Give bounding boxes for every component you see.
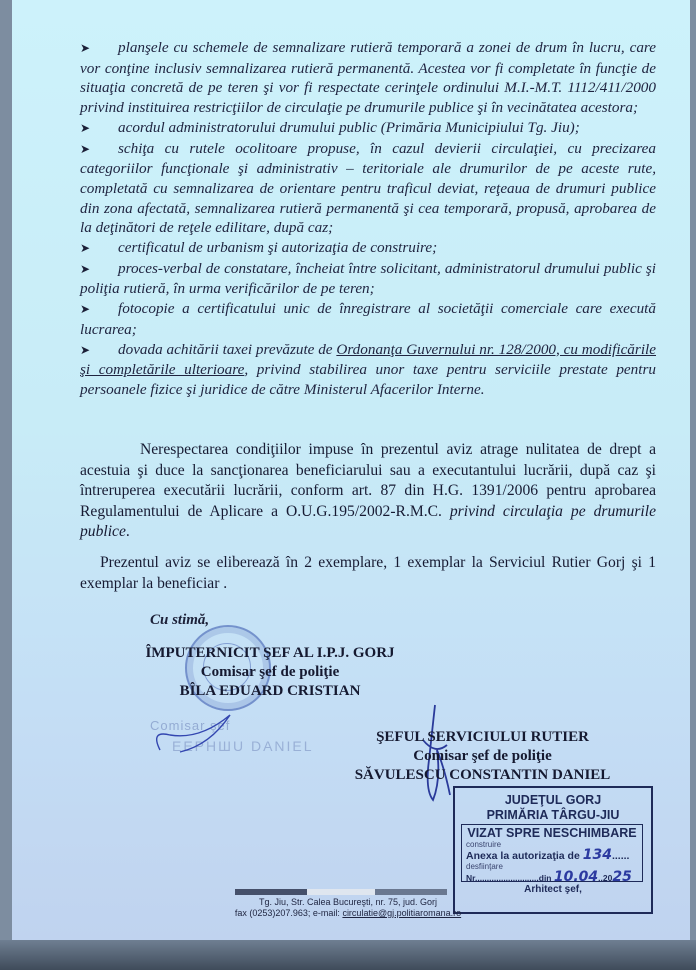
- signatory-name: SĂVULESCU CONSTANTIN DANIEL: [354, 767, 611, 783]
- footer: [228, 897, 468, 919]
- town-hall-approval-stamp: [453, 786, 653, 914]
- arrow-bullet-icon: ➤: [80, 41, 91, 55]
- page-edge-shadow: [0, 940, 696, 970]
- stamp-desfiintare-label: desfiinţare: [466, 862, 503, 871]
- closing-salutation: Cu stimă,: [150, 612, 210, 628]
- list-item-text: certificatul de urbanism şi autorizaţia de construire;: [118, 239, 438, 257]
- footer-contact: [228, 908, 468, 919]
- arrow-bullet-icon: ➤: [80, 302, 91, 317]
- arrow-bullet-icon: ➤: [80, 120, 91, 135]
- list-item-text: dovada achitării taxei prevăzute de: [118, 340, 337, 358]
- footer-address: Tg. Jiu, Str. Calea Bucureşti, nr. 75, jud. Gorj: [258, 897, 438, 907]
- nullity-paragraph: [80, 440, 656, 543]
- requirements-list: [80, 38, 656, 400]
- arrow-bullet-icon: ➤: [80, 342, 91, 357]
- paragraph-text: Prezentul aviz se eliberează în 2 exemplare, 1 exemplar la Serviciul Rutier Gorj şi 1 exemplar la beneficiar .: [80, 554, 656, 592]
- stamp-year: 25: [612, 869, 632, 885]
- ordinance-reference: Ordonanţa Guvernului nr. 128/2000, cu modificările şi completările ulterioare: [80, 340, 656, 379]
- footer-email-link[interactable]: circulatie@gj.politiaromana.ro: [342, 908, 462, 918]
- faded-stamp-line1: Comisar şef: [150, 718, 231, 733]
- stamp-nr-label: Nr.: [466, 873, 478, 883]
- stamp-title: VIZAT SPRE NESCHIMBARE: [467, 826, 637, 840]
- list-item: [80, 238, 656, 259]
- paragraph-text: Nerespectarea condiţiilor impuse în prezentul aviz atrage nulitatea de drept a acestuia şi duce la sancţionarea beneficiarului sau a executantului lucrării, după caz şi întreruperea executării lucrării, conform art. 87 din H.G. 1391/2006 pentru aprobarea Regulamentului de Aplicare a O.U.G.195/2002-R.M.C.: [80, 441, 656, 520]
- signatory-rank: Comisar şef de poliţie: [200, 664, 340, 680]
- stamp-town-hall: PRIMĂRIA TÂRGU-JIU: [486, 808, 620, 822]
- stamp-din-label: din: [538, 873, 552, 883]
- list-item-text: , privind stabilirea unor taxe pentru serviciile prestate pentru persoanele fizice şi juridice de către Ministerul Afacerilor Interne.: [80, 361, 656, 398]
- stamp-year-prefix: 20: [602, 873, 613, 883]
- list-item-text: schiţa cu rutele ocolitoare propuse, în cazul devierii circulaţiei, cu precizarea categoriilor funcţionale şi administrativ – teritoriale ale drumurilor de pe aceste rute, completată cu semnalizarea de orientare pentru traficul deviat, reţeaua de drumuri publice din zona afectată, semnalizarea rutieră permanentă şi cea temporară, propusă, aprobarea de la deţinători de reţele edilitare, după caz;: [80, 139, 656, 237]
- stamp-inner-box: [461, 824, 643, 885]
- stamp-date: 10.04: [553, 869, 599, 885]
- stamp-anexa-label: Anexa la autorizaţia de: [466, 850, 580, 862]
- signatory-block-1: [125, 644, 415, 701]
- signatory-title: ÎMPUTERNICIT ŞEF AL I.P.J. GORJ: [145, 645, 395, 661]
- footer-fax: fax (0253)207.963; e-mail:: [234, 908, 343, 918]
- signatory-block-2: [325, 728, 640, 785]
- stamp-anexa-line: Anexa la autorizaţia de 134......: [466, 847, 630, 863]
- list-item: [80, 340, 656, 400]
- paragraph-italic-text: privind circulaţia pe drumurile publice: [80, 502, 656, 540]
- footer-divider: [235, 889, 447, 895]
- list-item-text: proces-verbal de constatare, încheiat între solicitant, administratorul drumului public şi poliţia rutieră, în urma verificărilor de pe teren;: [80, 259, 656, 298]
- list-item: [80, 139, 656, 239]
- list-item: [80, 118, 656, 139]
- handwritten-signature-icon: [140, 700, 260, 760]
- copies-paragraph: [80, 553, 656, 594]
- stamp-anexa-number: 134: [582, 847, 612, 863]
- stamp-architect-label: Arhitect şef,: [524, 884, 582, 895]
- signatory-rank: Comisar şef de poliţie: [413, 748, 552, 764]
- list-item: [80, 259, 656, 299]
- paragraph-end: .: [125, 523, 130, 540]
- list-item-text: planşele cu schemele de semnalizare rutieră temporară a zonei de drum în lucru, care vor conţine inclusiv semnalizarea rutieră permanentă. Acestea vor fi completate în funcţie de situaţia concretă de pe teren şi vor fi respectate cerinţele ordinului M.I.-M.T. 1112/411/2000 privind instituirea restricţiilor de circulaţie pe drumurile publice şi în vecinătatea acestora;: [80, 39, 656, 117]
- stamp-county: JUDEŢUL GORJ: [504, 793, 602, 807]
- list-item-text: fotocopie a certificatului unic de înregistrare al societăţii comerciale care execută lucrarea;: [80, 300, 656, 338]
- arrow-bullet-icon: ➤: [80, 241, 91, 256]
- signatory-name: BÎLA EDUARD CRISTIAN: [179, 683, 361, 699]
- list-item-text: acordul administratorului drumului public (Primăria Municipiului Tg. Jiu);: [118, 118, 580, 136]
- arrow-bullet-icon: ➤: [80, 141, 91, 156]
- signatory-title: ŞEFUL SERVICIULUI RUTIER: [376, 729, 589, 745]
- list-item: [80, 38, 656, 118]
- stamp-nr-line: Nr...........................din 10.04..2025: [466, 869, 632, 885]
- arrow-bullet-icon: ➤: [80, 261, 91, 276]
- list-item: [80, 299, 656, 339]
- faded-stamp-line2: ЕЕРНШU DANIEL: [172, 738, 314, 754]
- stamp-construire-label: construire: [466, 840, 502, 849]
